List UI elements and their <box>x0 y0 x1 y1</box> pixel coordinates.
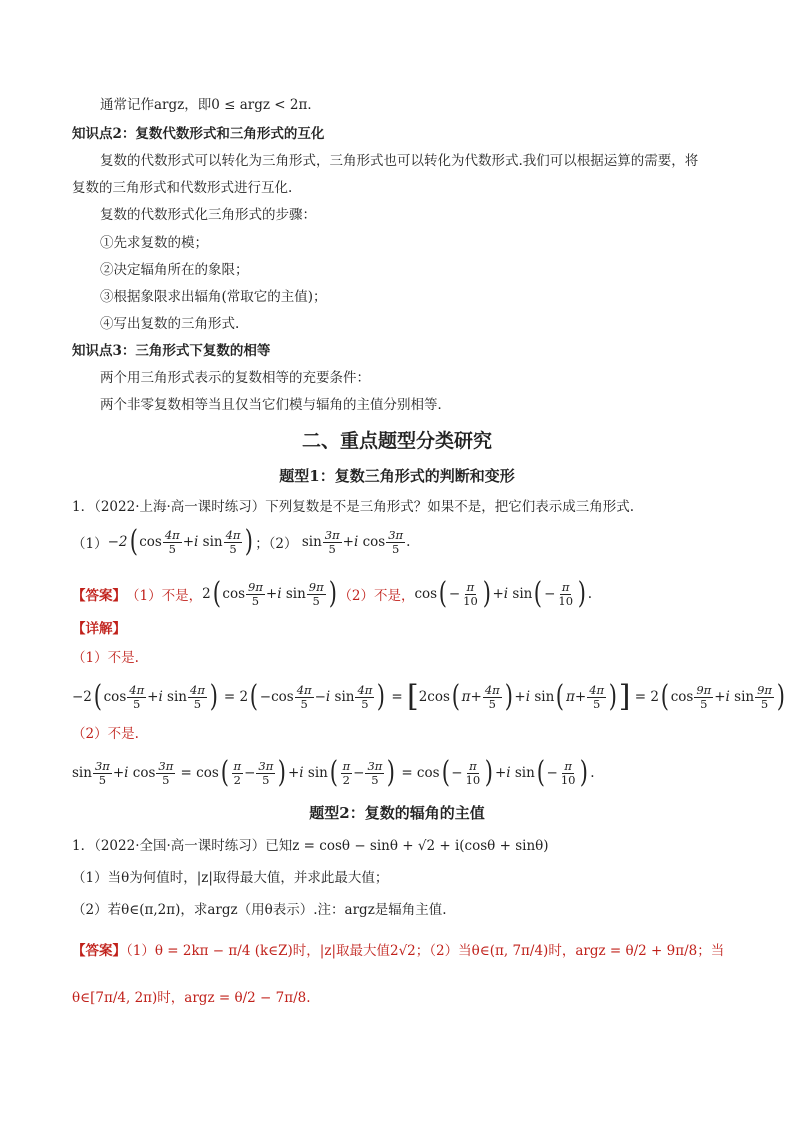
formula: $\frac{3\pi}{5}$ <box>258 758 274 787</box>
formula: +i sin <box>494 765 535 781</box>
formula: ] <box>618 679 631 714</box>
formula: $\frac{9\pi}{5}$ <box>308 579 324 608</box>
formula: +i sin <box>714 689 755 705</box>
formula: cos <box>222 586 246 602</box>
formula: cos <box>414 586 438 602</box>
formula: ( <box>329 755 338 790</box>
formula: $\frac{3\pi}{5}$ <box>158 758 174 787</box>
formula: − <box>353 765 365 781</box>
formula: ) <box>245 524 254 559</box>
kp2-paragraph-1a: 复数的代数形式可以转化为三角形式，三角形式也可以转化为代数形式.我们可以根据运算的需要，将 <box>100 153 699 169</box>
answer-part-1: （1）不是， <box>126 588 203 604</box>
formula: +i cos <box>112 765 156 781</box>
formula: = cos <box>176 765 219 781</box>
formula: ( <box>438 576 448 611</box>
formula: − <box>244 765 256 781</box>
formula: ( <box>249 679 259 714</box>
formula: π <box>461 689 471 705</box>
kp2-step: ②决定辐角所在的象限； <box>100 262 249 278</box>
detail-tag: 【详解】 <box>72 621 126 637</box>
answer-tag: 【答案】 <box>72 943 126 959</box>
formula: $\frac{9\pi}{5}$ <box>696 682 712 711</box>
formula: ) <box>580 755 589 790</box>
part1-label: （1） <box>72 536 108 552</box>
type2-title: 题型2：复数的辐角的主值 <box>309 804 485 822</box>
kp2-step: ③根据象限求出辐角(常取它的主值)； <box>100 289 327 305</box>
formula: +i sin <box>147 689 187 705</box>
type2-question-part-2: （2）若θ∈(π,2π)，求argz（用θ表示）.注：argz是辐角主值. <box>72 902 447 918</box>
formula: ) <box>504 679 513 714</box>
formula: ( <box>556 679 565 714</box>
formula: sin <box>297 534 322 550</box>
formula: + <box>574 689 587 705</box>
formula: −cos <box>259 689 294 705</box>
formula: ( <box>129 524 138 559</box>
kp3-title: 知识点3：三角形式下复数的相等 <box>72 343 271 359</box>
formula: ( <box>451 679 460 714</box>
formula: ) <box>387 755 396 790</box>
formula: −2 <box>107 534 128 550</box>
formula: $\frac{3\pi}{5}$ <box>367 758 383 787</box>
formula: ) <box>209 679 218 714</box>
type2-question-1: 1．（2022·全国·高一课时练习）已知z = cosθ − sinθ + √2 + i(cosθ + sinθ) <box>72 838 549 854</box>
formula: ) <box>577 576 586 611</box>
kp3-paragraph-1: 两个用三角形式表示的复数相等的充要条件： <box>100 370 370 386</box>
formula: $\frac{\pi}{10}$ <box>463 579 478 608</box>
formula: − <box>544 586 556 602</box>
formula: ( <box>212 576 221 611</box>
formula: +i sin <box>492 586 533 602</box>
formula: − <box>448 586 461 602</box>
formula: = 2 <box>219 689 249 705</box>
formula: . <box>590 765 595 781</box>
formula: = 2 <box>630 689 659 705</box>
formula: − <box>546 765 558 781</box>
detail-1: （1）不是. <box>72 650 139 666</box>
formula: $\frac{9\pi}{5}$ <box>757 682 772 711</box>
formula: $\frac{4\pi}{5}$ <box>225 527 241 556</box>
formula: ( <box>93 679 102 714</box>
formula: . <box>587 586 593 602</box>
kp2-title: 知识点2：复数代数形式和三角形式的互化 <box>72 126 325 142</box>
formula: − <box>451 765 463 781</box>
formula: ) <box>328 576 337 611</box>
intro-line: 通常记作argz，即0 ≤ argz < 2π． <box>100 97 321 113</box>
formula: $\frac{3\pi}{5}$ <box>388 527 404 556</box>
formula: ( <box>534 576 543 611</box>
formula: $\frac{3\pi}{5}$ <box>94 758 110 787</box>
formula: ) <box>377 679 386 714</box>
formula: cos <box>103 689 127 705</box>
formula: ( <box>660 679 669 714</box>
formula: 2 <box>202 586 211 602</box>
detail-2: （2）不是. <box>72 726 139 742</box>
formula: $\frac{3\pi}{5}$ <box>324 527 340 556</box>
formula: +i cos <box>342 534 386 550</box>
kp3-paragraph-2: 两个非零复数相等当且仅当它们模与辐角的主值分别相等． <box>100 397 451 413</box>
formula: $\frac{9\pi}{5}$ <box>248 579 263 608</box>
type1-question-parts <box>72 525 410 559</box>
formula: $\frac{4\pi}{5}$ <box>589 682 605 711</box>
formula: $\frac{4\pi}{5}$ <box>357 682 373 711</box>
type2-question-part-1: （1）当θ为何值时，|z|取得最大值，并求此最大值； <box>72 870 389 886</box>
answer-tag: 【答案】 <box>72 588 126 604</box>
formula: ( <box>220 755 229 790</box>
answer-part-2: （2）不是， <box>338 588 415 604</box>
formula: $\frac{4\pi}{5}$ <box>164 527 180 556</box>
formula: $\frac{\pi}{10}$ <box>558 579 574 608</box>
formula: ) <box>278 755 287 790</box>
formula: $\frac{4\pi}{5}$ <box>190 682 205 711</box>
formula: ( <box>441 755 450 790</box>
formula: +i sin <box>265 586 306 602</box>
formula: $\frac{4\pi}{5}$ <box>296 682 312 711</box>
formula: 2cos <box>418 689 450 705</box>
formula: cos <box>139 534 162 550</box>
kp2-step: ①先求复数的模； <box>100 235 208 251</box>
formula: ) <box>482 576 491 611</box>
formula: +i sin <box>182 534 223 550</box>
kp2-step: ④写出复数的三角形式. <box>100 316 240 332</box>
formula: . <box>406 534 411 550</box>
formula: = <box>387 689 407 705</box>
kp2-paragraph-1b: 复数的三角形式和代数形式进行互化. <box>72 180 293 196</box>
formula: $\frac{\pi}{2}$ <box>233 758 242 787</box>
formula: $\frac{\pi}{10}$ <box>465 758 481 787</box>
part2-label: ；（2） <box>255 536 298 552</box>
formula: $\frac{\pi}{2}$ <box>342 758 351 787</box>
answer-text-a: （1）θ = 2kπ − π/4 (k∈Z)时，|z|取最大值2√2；（2）当θ∈(π, 7π/4)时，argz = θ/2 + 9π/8；当 <box>126 943 725 959</box>
formula: = cos <box>397 765 440 781</box>
detail-formula-1 <box>72 678 787 716</box>
type1-question-1: 1．（2022·上海·高一课时练习）下列复数是不是三角形式？如果不是，把它们表示成三角形式. <box>72 499 635 515</box>
formula: ) <box>484 755 494 790</box>
formula: $\frac{4\pi}{5}$ <box>484 682 500 711</box>
formula: ) <box>608 679 618 714</box>
kp2-paragraph-2: 复数的代数形式化三角形式的步骤： <box>100 207 316 223</box>
section-2-title: 二、重点题型分类研究 <box>301 430 492 452</box>
formula: ( <box>536 755 545 790</box>
detail-formula-2 <box>72 754 595 792</box>
type1-title: 题型1：复数三角形式的判断和变形 <box>279 467 515 485</box>
type2-answer <box>72 941 724 961</box>
formula: +i sin <box>287 765 328 781</box>
formula: $\frac{4\pi}{5}$ <box>129 682 145 711</box>
formula: + <box>470 689 482 705</box>
answer-text-b: θ∈[7π/4, 2π)时，argz = θ/2 − 7π/8. <box>72 990 311 1006</box>
formula: sin <box>72 765 92 781</box>
formula: cos <box>670 689 694 705</box>
type1-answer <box>72 574 592 614</box>
formula: π <box>566 689 575 705</box>
formula: [ <box>406 679 419 714</box>
formula: $\frac{\pi}{10}$ <box>560 758 576 787</box>
formula: +i sin <box>514 689 555 705</box>
formula: −2 <box>72 689 92 705</box>
formula: −i sin <box>314 689 355 705</box>
formula: ) <box>776 679 785 714</box>
